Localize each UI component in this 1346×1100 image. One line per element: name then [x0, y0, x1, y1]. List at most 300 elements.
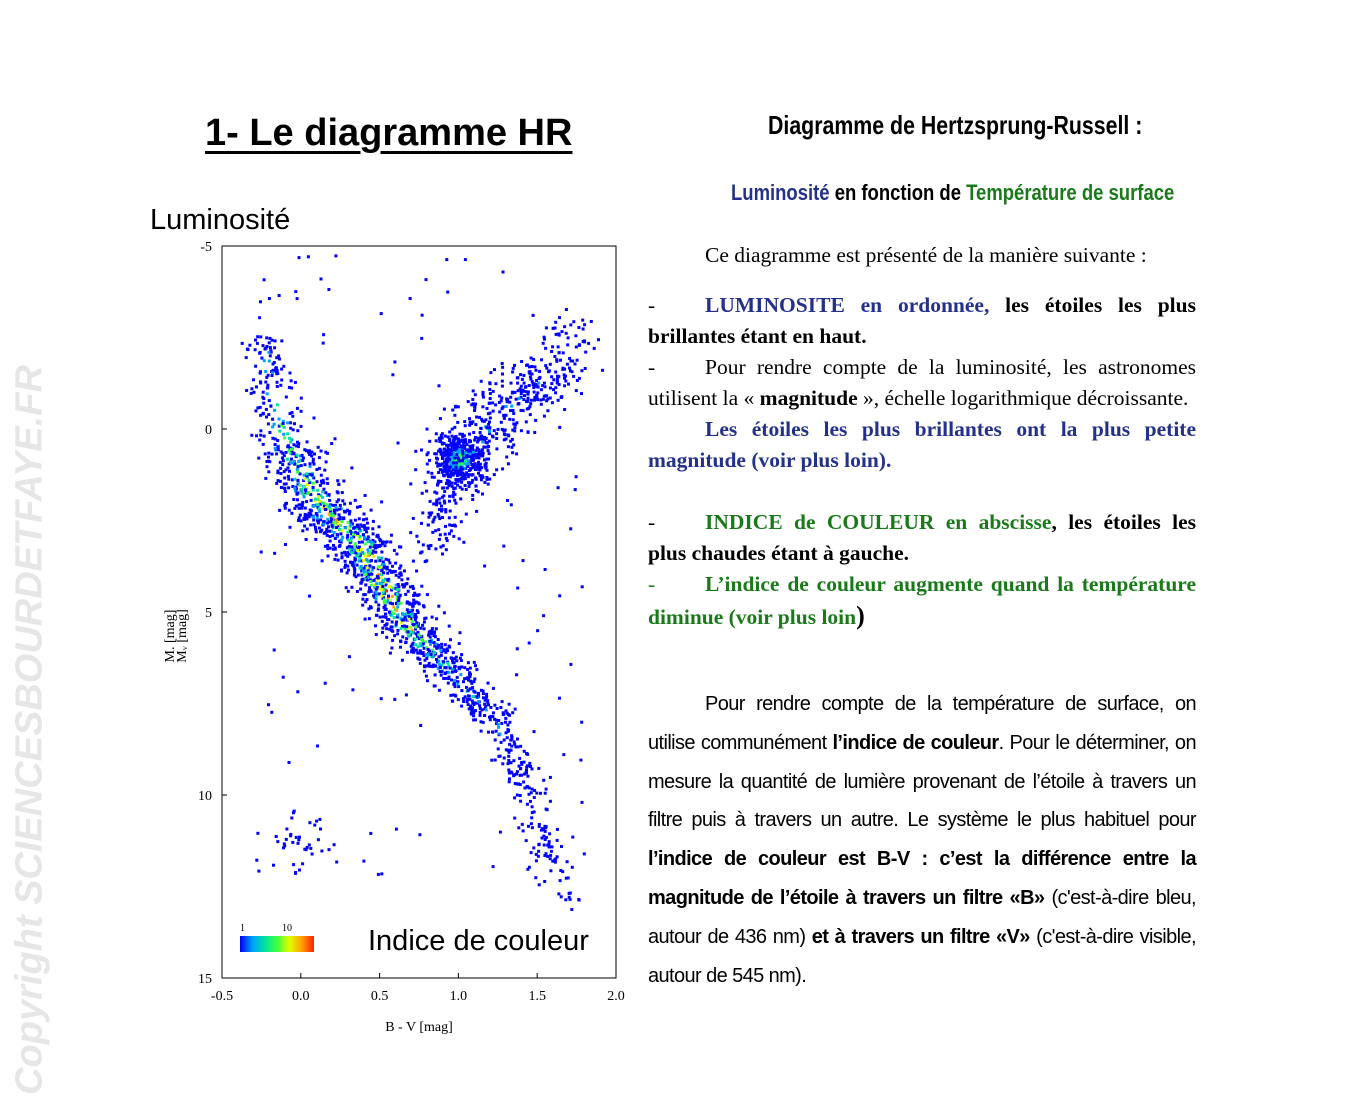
star-point	[471, 494, 474, 497]
star-point	[364, 543, 367, 546]
star-point	[336, 500, 339, 503]
star-point	[521, 823, 524, 826]
star-point	[335, 554, 338, 557]
star-point	[558, 316, 561, 319]
star-point	[297, 842, 300, 845]
star-point	[473, 406, 476, 409]
star-point	[513, 364, 516, 367]
star-point	[529, 402, 532, 405]
star-point	[448, 495, 451, 498]
star-point	[390, 534, 393, 537]
star-point	[449, 694, 452, 697]
star-point	[569, 369, 572, 372]
star-point	[383, 598, 386, 601]
star-point	[504, 429, 507, 432]
star-point	[550, 850, 553, 853]
star-point	[539, 792, 542, 795]
star-point	[296, 468, 299, 471]
star-point	[439, 417, 442, 420]
star-point	[468, 433, 471, 436]
star-point	[305, 500, 308, 503]
star-point	[254, 339, 257, 342]
star-point	[439, 448, 442, 451]
star-point	[544, 568, 547, 571]
star-point	[352, 565, 355, 568]
star-point	[338, 517, 341, 520]
star-point	[464, 438, 467, 441]
star-point	[467, 689, 470, 692]
star-point	[268, 399, 271, 402]
star-point	[505, 709, 508, 712]
star-point	[252, 378, 255, 381]
star-point	[362, 518, 365, 521]
star-point	[428, 662, 431, 665]
star-point	[259, 429, 262, 432]
star-point	[398, 567, 401, 570]
diagram-heading: Diagramme de Hertzsprung-Russell :	[768, 110, 1143, 140]
star-point	[522, 559, 525, 562]
star-point	[369, 550, 372, 553]
star-point	[473, 678, 476, 681]
star-point	[519, 767, 522, 770]
star-point	[441, 462, 444, 465]
star-point	[453, 457, 456, 460]
star-point	[403, 585, 406, 588]
star-point	[406, 608, 409, 611]
star-point	[499, 733, 502, 736]
star-point	[351, 688, 354, 691]
star-point	[371, 527, 374, 530]
star-point	[340, 552, 343, 555]
star-point	[412, 560, 415, 563]
star-point	[416, 609, 419, 612]
star-point	[444, 451, 447, 454]
star-point	[440, 505, 443, 508]
star-point	[332, 514, 335, 517]
star-point	[321, 490, 324, 493]
star-point	[462, 457, 465, 460]
star-point	[545, 825, 548, 828]
star-point	[563, 384, 566, 387]
star-point	[509, 440, 512, 443]
star-point	[320, 850, 323, 853]
star-point	[493, 704, 496, 707]
star-point	[452, 462, 455, 465]
star-point	[564, 898, 567, 901]
star-point	[389, 599, 392, 602]
star-point	[494, 759, 497, 762]
star-point	[267, 470, 270, 473]
star-point	[383, 565, 386, 568]
star-point	[429, 640, 432, 643]
star-point	[317, 446, 320, 449]
star-point	[496, 707, 499, 710]
star-point	[439, 437, 442, 440]
star-point	[525, 420, 528, 423]
star-point	[386, 566, 389, 569]
y-tick-label: 10	[198, 789, 212, 804]
star-point	[542, 398, 545, 401]
star-point	[515, 673, 518, 676]
star-point	[293, 507, 296, 510]
star-point	[333, 843, 336, 846]
star-point	[265, 376, 268, 379]
star-point	[461, 468, 464, 471]
star-point	[460, 705, 463, 708]
star-point	[456, 676, 459, 679]
star-point	[575, 346, 578, 349]
star-point	[453, 414, 456, 417]
star-point	[475, 510, 478, 513]
star-point	[312, 486, 315, 489]
star-point	[439, 670, 442, 673]
star-point	[504, 721, 507, 724]
star-point	[286, 432, 289, 435]
star-point	[486, 407, 489, 410]
star-point	[502, 271, 505, 274]
star-point	[300, 507, 303, 510]
star-point	[412, 651, 415, 654]
star-point	[485, 462, 488, 465]
star-point	[297, 519, 300, 522]
star-point	[291, 415, 294, 418]
star-point	[479, 427, 482, 430]
star-point	[305, 472, 308, 475]
star-point	[455, 472, 458, 475]
star-point	[319, 828, 322, 831]
star-point	[330, 518, 333, 521]
star-point	[342, 517, 345, 520]
star-point	[510, 734, 513, 737]
star-point	[344, 526, 347, 529]
star-point	[349, 530, 352, 533]
star-point	[497, 726, 500, 729]
star-point	[358, 560, 361, 563]
star-point	[462, 680, 465, 683]
star-point	[506, 499, 509, 502]
star-point	[377, 608, 380, 611]
star-point	[583, 339, 586, 342]
star-point	[557, 892, 560, 895]
star-point	[305, 517, 308, 520]
star-point	[265, 347, 268, 350]
star-point	[527, 825, 530, 828]
star-point	[414, 638, 417, 641]
star-point	[544, 347, 547, 350]
star-point	[413, 602, 416, 605]
star-point	[520, 360, 523, 363]
star-point	[477, 437, 480, 440]
star-point	[316, 519, 319, 522]
star-point	[377, 556, 380, 559]
star-point	[453, 661, 456, 664]
star-point	[511, 429, 514, 432]
watermark-text: Copyright SCIENCESBOURDETFAYE.FR	[8, 365, 51, 1095]
star-point	[503, 438, 506, 441]
star-point	[513, 796, 516, 799]
star-point	[556, 378, 559, 381]
star-point	[336, 490, 339, 493]
star-point	[268, 297, 271, 300]
star-point	[423, 605, 426, 608]
star-point	[442, 470, 445, 473]
star-point	[397, 588, 400, 591]
star-point	[271, 418, 274, 421]
star-point	[381, 627, 384, 630]
star-point	[396, 629, 399, 632]
star-point	[448, 523, 451, 526]
star-point	[423, 670, 426, 673]
star-point	[273, 552, 276, 555]
star-point	[285, 451, 288, 454]
star-point	[409, 297, 412, 300]
star-point	[530, 365, 533, 368]
star-point	[419, 650, 422, 653]
star-point	[399, 640, 402, 643]
star-point	[453, 441, 456, 444]
star-point	[324, 545, 327, 548]
star-point	[341, 491, 344, 494]
star-point	[308, 595, 311, 598]
star-point	[451, 494, 454, 497]
star-point	[329, 540, 332, 543]
star-point	[457, 405, 460, 408]
star-point	[273, 409, 276, 412]
star-point	[289, 372, 292, 375]
star-point	[407, 618, 410, 621]
star-point	[522, 781, 525, 784]
star-point	[370, 509, 373, 512]
star-point	[382, 579, 385, 582]
star-point	[324, 531, 327, 534]
star-point	[487, 483, 490, 486]
star-point	[565, 877, 568, 880]
star-point	[379, 539, 382, 542]
x-tick-label: 1.0	[449, 989, 468, 1004]
star-point	[446, 459, 449, 462]
star-point	[420, 638, 423, 641]
star-point	[525, 752, 528, 755]
star-point	[354, 499, 357, 502]
star-point	[450, 449, 453, 452]
subheading-connector: en fonction de	[829, 180, 967, 205]
star-point	[306, 440, 309, 443]
star-point	[448, 500, 451, 503]
star-point	[548, 840, 551, 843]
star-point	[295, 836, 298, 839]
star-point	[349, 524, 352, 527]
star-point	[262, 402, 265, 405]
star-point	[554, 321, 557, 324]
star-point	[444, 435, 447, 438]
star-point	[441, 496, 444, 499]
star-point	[535, 379, 538, 382]
star-point	[310, 499, 313, 502]
star-point	[290, 387, 293, 390]
star-point	[444, 672, 447, 675]
star-point	[566, 363, 569, 366]
star-point	[581, 319, 584, 322]
star-point	[350, 466, 353, 469]
star-point	[487, 731, 490, 734]
star-point	[415, 621, 418, 624]
y-tick-label: -5	[200, 240, 212, 255]
star-point	[290, 512, 293, 515]
star-point	[414, 468, 417, 471]
star-point	[489, 397, 492, 400]
star-point	[375, 633, 378, 636]
star-point	[526, 400, 529, 403]
star-point	[400, 578, 403, 581]
star-point	[296, 479, 299, 482]
star-point	[515, 452, 518, 455]
star-point	[506, 400, 509, 403]
star-point	[289, 441, 292, 444]
star-point	[508, 751, 511, 754]
y-tick-label: 0	[205, 423, 212, 438]
star-point	[439, 546, 442, 549]
star-point	[516, 783, 519, 786]
bullet-color-index-axis: - INDICE de COULEUR en abscisse, les étoiles les plus chaudes étant à gauche.	[648, 510, 1196, 565]
star-point	[427, 516, 430, 519]
star-point	[414, 613, 417, 616]
star-point	[423, 627, 426, 630]
star-point	[324, 508, 327, 511]
star-point	[435, 658, 438, 661]
star-point	[344, 554, 347, 557]
star-point	[359, 505, 362, 508]
star-point	[570, 908, 573, 911]
star-point	[540, 388, 543, 391]
star-point	[505, 456, 508, 459]
star-point	[437, 605, 440, 608]
star-point	[554, 327, 557, 330]
star-point	[475, 485, 478, 488]
star-point	[497, 428, 500, 431]
star-point	[447, 662, 450, 665]
star-point	[361, 598, 364, 601]
x-tick-label: -0.5	[210, 989, 234, 1004]
star-point	[400, 621, 403, 624]
star-point	[463, 420, 466, 423]
star-point	[542, 342, 545, 345]
star-point	[386, 618, 389, 621]
star-point	[482, 721, 485, 724]
star-point	[497, 747, 500, 750]
star-point	[508, 743, 511, 746]
star-point	[531, 826, 534, 829]
star-point	[316, 489, 319, 492]
star-point	[395, 553, 398, 556]
star-point	[491, 435, 494, 438]
star-point	[575, 475, 578, 478]
star-point	[412, 517, 415, 520]
star-point	[352, 527, 355, 530]
star-point	[454, 406, 457, 409]
star-point	[489, 417, 492, 420]
star-point	[293, 487, 296, 490]
star-point	[393, 698, 396, 701]
star-point	[469, 667, 472, 670]
star-point	[501, 467, 504, 470]
star-point	[318, 456, 321, 459]
star-point	[477, 700, 480, 703]
star-point	[396, 593, 399, 596]
luminosity-label: Luminosité	[150, 204, 291, 236]
star-point	[435, 503, 438, 506]
star-point	[492, 390, 495, 393]
star-point	[508, 714, 511, 717]
star-point	[526, 803, 529, 806]
star-point	[567, 336, 570, 339]
star-point	[370, 573, 373, 576]
star-point	[454, 436, 457, 439]
star-point	[533, 796, 536, 799]
star-point	[474, 423, 477, 426]
star-point	[320, 278, 323, 281]
star-point	[429, 665, 432, 668]
star-point	[259, 300, 262, 303]
star-point	[346, 571, 349, 574]
star-point	[438, 440, 441, 443]
star-point	[406, 651, 409, 654]
star-point	[444, 643, 447, 646]
star-point	[508, 780, 511, 783]
star-point	[440, 654, 443, 657]
star-point	[499, 706, 502, 709]
star-point	[259, 372, 262, 375]
star-point	[303, 517, 306, 520]
star-point	[530, 791, 533, 794]
star-point	[288, 761, 291, 764]
y-axis-label: Mᵥ [mag]	[175, 609, 190, 663]
star-point	[308, 843, 311, 846]
star-point	[291, 461, 294, 464]
star-point	[566, 860, 569, 863]
star-point	[418, 833, 421, 836]
star-point	[513, 740, 516, 743]
star-point	[495, 468, 498, 471]
star-point	[562, 367, 565, 370]
star-point	[578, 343, 581, 346]
star-point	[316, 745, 319, 748]
star-point	[287, 444, 290, 447]
star-point	[564, 380, 567, 383]
star-point	[432, 664, 435, 667]
star-point	[453, 679, 456, 682]
star-point	[583, 852, 586, 855]
star-point	[290, 458, 293, 461]
star-point	[303, 474, 306, 477]
star-point	[539, 376, 542, 379]
star-point	[519, 373, 522, 376]
star-point	[297, 465, 300, 468]
star-point	[375, 591, 378, 594]
star-point	[535, 369, 538, 372]
star-point	[518, 397, 521, 400]
star-point	[461, 449, 464, 452]
star-point	[259, 335, 262, 338]
star-point	[298, 869, 301, 872]
star-point	[298, 503, 301, 506]
star-point	[356, 506, 359, 509]
star-point	[456, 421, 459, 424]
star-point	[334, 537, 337, 540]
star-point	[313, 824, 316, 827]
star-point	[279, 467, 282, 470]
star-point	[435, 432, 438, 435]
star-point	[377, 565, 380, 568]
